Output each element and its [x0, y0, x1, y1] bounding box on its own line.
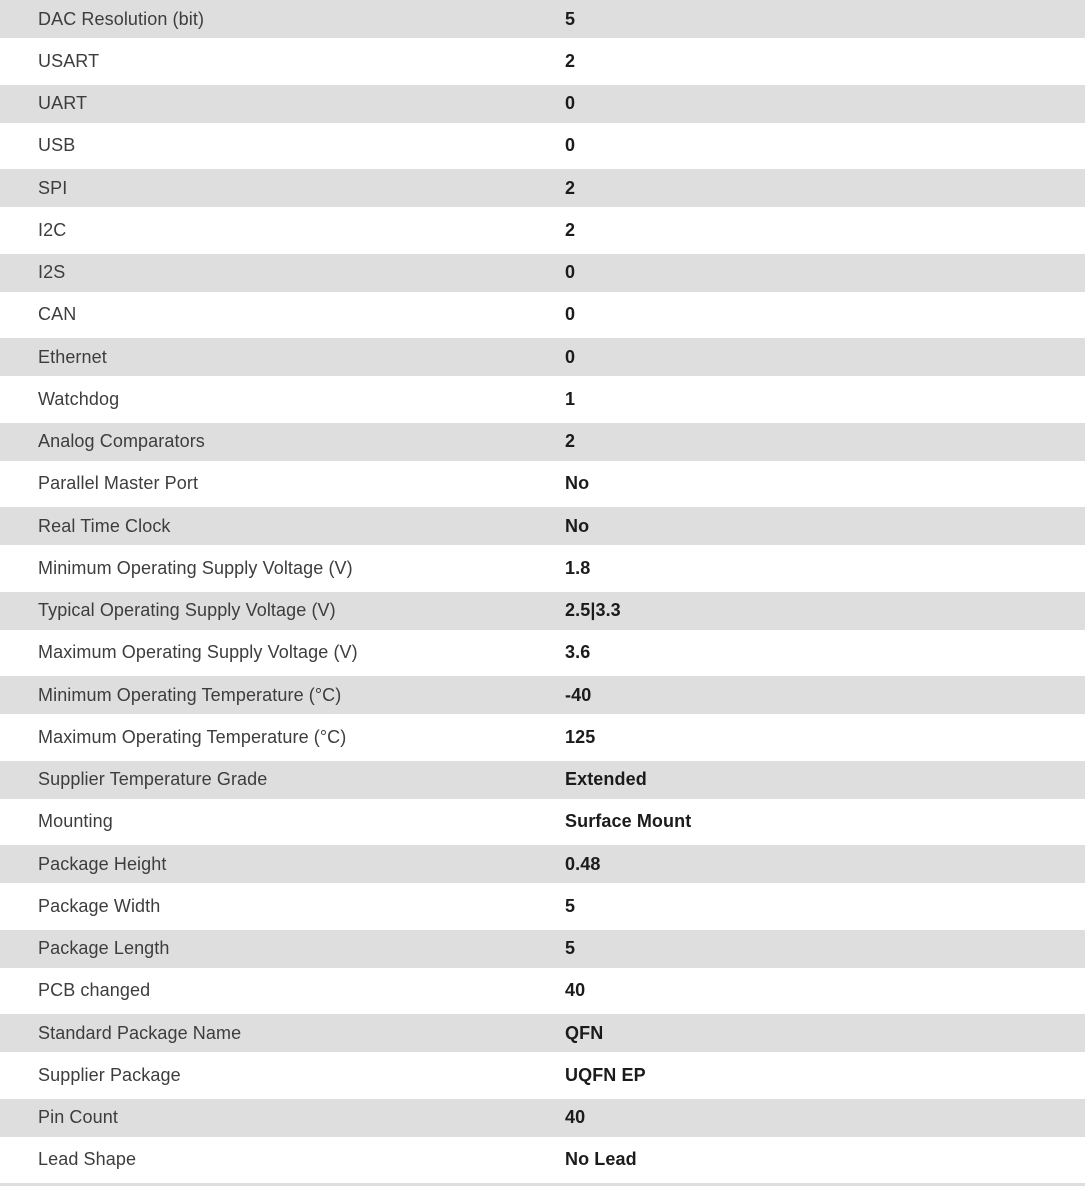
attribute-name: Pin Count [38, 1107, 118, 1128]
table-row [0, 423, 1085, 465]
table-row [0, 0, 1085, 42]
attribute-name: Typical Operating Supply Voltage (V) [38, 600, 336, 621]
table-row [0, 380, 1085, 422]
attribute-value: QFN [565, 1022, 604, 1043]
table-row [0, 718, 1085, 760]
table-row [0, 1141, 1085, 1183]
table-row [0, 507, 1085, 549]
table-row [0, 465, 1085, 507]
table-row [0, 972, 1085, 1014]
attribute-value: 1 [565, 388, 576, 409]
table-row [0, 296, 1085, 338]
attribute-name: DAC Resolution (bit) [38, 8, 205, 29]
attribute-value: UQFN EP [565, 1064, 646, 1085]
attribute-name: USART [38, 50, 100, 71]
attribute-name: PCB changed [38, 980, 151, 1001]
attribute-name: I2C [38, 219, 67, 240]
table-row [0, 338, 1085, 380]
attribute-name: SPI [38, 177, 68, 198]
attribute-name: CAN [38, 304, 77, 325]
attribute-name: Standard Package Name [38, 1022, 242, 1043]
attribute-name: Minimum Operating Temperature (°C) [38, 684, 342, 705]
attribute-value: No [565, 473, 590, 494]
attribute-name: Package Length [38, 938, 170, 959]
attribute-name: I2S [38, 262, 66, 283]
attribute-name: Package Width [38, 895, 161, 916]
attribute-value: -40 [565, 684, 592, 705]
attribute-value: No Lead [565, 1149, 637, 1170]
table-row [0, 169, 1085, 211]
attribute-value: 5 [565, 8, 576, 29]
table-row [0, 127, 1085, 169]
attribute-value: 5 [565, 938, 576, 959]
attribute-value: Surface Mount [565, 811, 692, 832]
table-row [0, 254, 1085, 296]
table-row [0, 592, 1085, 634]
attribute-name: Watchdog [38, 388, 120, 409]
attribute-value: 1.8 [565, 557, 591, 578]
attribute-name: Supplier Package [38, 1064, 181, 1085]
table-row [0, 42, 1085, 84]
table-row [0, 803, 1085, 845]
attribute-value: 5 [565, 895, 576, 916]
attribute-name: Parallel Master Port [38, 473, 199, 494]
table-row [0, 549, 1085, 591]
attribute-value: 2.5|3.3 [565, 600, 621, 621]
table-row [0, 761, 1085, 803]
attribute-value: 40 [565, 1107, 586, 1128]
table-row [0, 1014, 1085, 1056]
attribute-value: 2 [565, 219, 576, 240]
attribute-value: 0 [565, 346, 576, 367]
attribute-name: Supplier Temperature Grade [38, 769, 268, 790]
attribute-name: Lead Shape [38, 1149, 137, 1170]
attribute-value: 0 [565, 135, 576, 156]
attribute-name: Package Height [38, 853, 167, 874]
attribute-value: No [565, 515, 590, 536]
attribute-value: 0 [565, 304, 576, 325]
attribute-value: Extended [565, 769, 647, 790]
table-row [0, 930, 1085, 972]
attribute-value: 0 [565, 262, 576, 283]
attribute-name: Analog Comparators [38, 431, 205, 452]
attribute-name: USB [38, 135, 76, 156]
attribute-value: 2 [565, 177, 576, 198]
table-row [0, 1056, 1085, 1098]
attribute-value: 2 [565, 431, 576, 452]
attribute-name: Maximum Operating Temperature (°C) [38, 726, 347, 747]
attribute-name: Minimum Operating Supply Voltage (V) [38, 557, 353, 578]
table-row [0, 887, 1085, 929]
attribute-value: 0 [565, 93, 576, 114]
attribute-name: Real Time Clock [38, 515, 171, 536]
attribute-value: 0.48 [565, 853, 601, 874]
table-row [0, 845, 1085, 887]
attribute-value: 40 [565, 980, 586, 1001]
attribute-name: Ethernet [38, 346, 107, 367]
table-row [0, 211, 1085, 253]
attribute-name: Maximum Operating Supply Voltage (V) [38, 642, 358, 663]
attribute-value: 125 [565, 726, 596, 747]
attribute-value: 3.6 [565, 642, 591, 663]
attribute-value: 2 [565, 50, 576, 71]
table-row [0, 85, 1085, 127]
table-row [0, 676, 1085, 718]
table-row [0, 1099, 1085, 1141]
attribute-name: UART [38, 93, 88, 114]
table-row [0, 634, 1085, 676]
attribute-name: Mounting [38, 811, 113, 832]
